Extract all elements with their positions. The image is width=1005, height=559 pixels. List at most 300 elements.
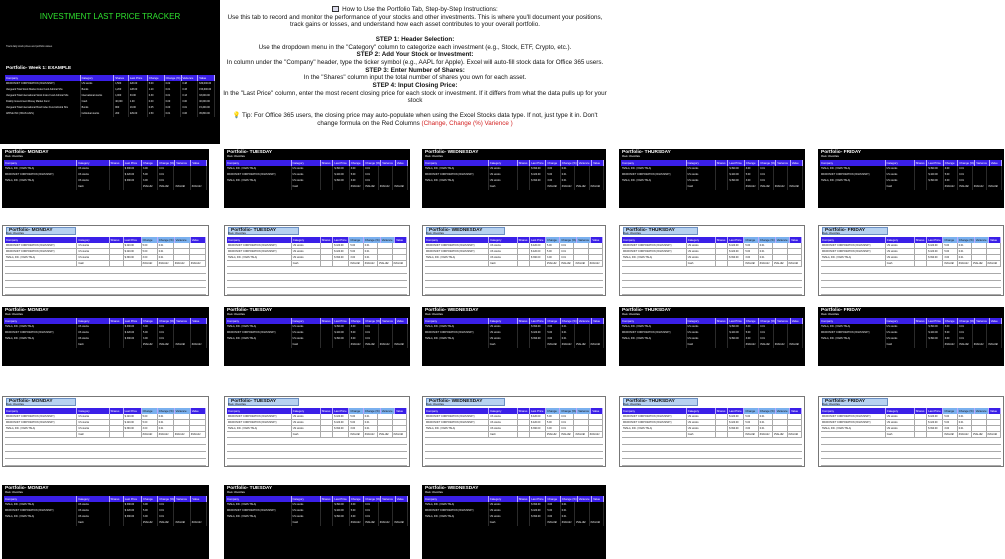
table-cell[interactable] bbox=[716, 432, 729, 437]
table-cell[interactable]: MICROSOFT CORPORATION (XNAS:MSFT) bbox=[622, 243, 687, 248]
table-cell[interactable] bbox=[124, 261, 142, 266]
column-header[interactable]: Shares bbox=[321, 408, 334, 414]
table-cell[interactable]: $ 390.00 bbox=[333, 502, 349, 508]
column-header[interactable]: Value bbox=[790, 237, 802, 243]
table-cell[interactable]: Cash bbox=[886, 342, 915, 348]
table-cell[interactable]: Cash bbox=[292, 261, 321, 266]
empty-row[interactable] bbox=[425, 274, 603, 281]
table-cell[interactable]: US stocks bbox=[292, 324, 321, 330]
table-cell[interactable] bbox=[621, 184, 687, 190]
empty-row[interactable] bbox=[227, 288, 407, 295]
column-header[interactable]: Varience bbox=[975, 408, 989, 414]
column-header[interactable]: Last Price bbox=[333, 408, 349, 414]
column-header[interactable]: Varience bbox=[381, 237, 395, 243]
empty-row[interactable] bbox=[622, 274, 802, 281]
table-cell[interactable]: US stocks bbox=[489, 514, 518, 520]
table-cell[interactable]: US stocks bbox=[77, 426, 109, 431]
table-cell[interactable] bbox=[716, 249, 729, 254]
table-cell[interactable]: US stocks bbox=[77, 166, 109, 172]
empty-row[interactable] bbox=[425, 445, 603, 452]
table-cell[interactable]: US stocks bbox=[77, 249, 109, 254]
table-cell[interactable] bbox=[110, 261, 124, 266]
table-cell[interactable]: $ 420.00 bbox=[927, 172, 943, 178]
table-cell[interactable]: $ 390.00 bbox=[124, 514, 142, 520]
table-cell[interactable]: $ 420.00 bbox=[530, 249, 546, 254]
column-header[interactable]: Last Price bbox=[728, 408, 744, 414]
empty-row[interactable] bbox=[227, 459, 407, 466]
column-header[interactable]: Company bbox=[425, 408, 489, 414]
table-cell[interactable] bbox=[110, 249, 124, 254]
column-header[interactable]: Change (%) bbox=[364, 409, 380, 413]
table-cell[interactable]: $ 420.00 bbox=[728, 243, 744, 248]
column-header[interactable]: Company bbox=[821, 408, 886, 414]
table-cell[interactable]: $ 420.00 bbox=[530, 420, 546, 425]
table-cell[interactable]: $ 420.00 bbox=[333, 243, 349, 248]
table-cell[interactable] bbox=[622, 432, 687, 437]
table-cell[interactable]: US stocks bbox=[687, 324, 716, 330]
table-cell[interactable]: $ 420.00 bbox=[530, 330, 546, 336]
table-cell[interactable]: US stocks bbox=[292, 514, 321, 520]
table-cell[interactable]: MICROSOFT CORPORATION (XNAS:MSFT) bbox=[622, 420, 687, 425]
table-cell[interactable]: MICROSOFT CORPORATION (XNAS:MSFT) bbox=[425, 243, 489, 248]
table-cell[interactable]: US stocks bbox=[489, 508, 518, 514]
table-cell[interactable]: US stocks bbox=[292, 172, 321, 178]
table-cell[interactable]: $ 420.00 bbox=[530, 172, 546, 178]
table-cell[interactable]: US stocks bbox=[292, 243, 321, 248]
table-cell[interactable]: 200 bbox=[114, 111, 129, 117]
table-cell[interactable]: $ 390.00 bbox=[333, 255, 349, 260]
table-cell[interactable]: TESLA, INC. (XNAS:TSLA) bbox=[226, 514, 292, 520]
table-cell[interactable] bbox=[110, 342, 124, 348]
table-cell[interactable]: TESLA, INC. (XNAS:TSLA) bbox=[621, 336, 687, 342]
table-cell[interactable]: TESLA, INC. (XNAS:TSLA) bbox=[226, 178, 292, 184]
column-header[interactable]: Varience bbox=[776, 237, 790, 243]
table-cell[interactable]: TESLA, INC. (XNAS:TSLA) bbox=[622, 426, 687, 431]
table-cell[interactable]: US stocks bbox=[886, 255, 915, 260]
table-cell[interactable]: US stocks bbox=[292, 249, 321, 254]
table-cell[interactable]: MICROSOFT CORPORATION (XNAS:MSFT) bbox=[227, 420, 292, 425]
table-cell[interactable]: TESLA, INC. (XNAS:TSLA) bbox=[425, 426, 489, 431]
table-cell[interactable] bbox=[518, 184, 531, 190]
table-cell[interactable] bbox=[227, 261, 292, 266]
column-header[interactable]: Last Price bbox=[927, 237, 943, 243]
table-cell[interactable]: US stocks bbox=[886, 324, 915, 330]
table-cell[interactable]: MICROSOFT CORPORATION (XNAS:MSFT) bbox=[821, 243, 886, 248]
table-cell[interactable]: TESLA, INC. (XNAS:TSLA) bbox=[820, 166, 886, 172]
table-cell[interactable]: US stocks bbox=[687, 166, 716, 172]
table-cell[interactable] bbox=[110, 414, 124, 419]
table-cell[interactable] bbox=[333, 432, 349, 437]
column-header[interactable]: Change (%) bbox=[561, 238, 577, 242]
table-cell[interactable]: 33.00 bbox=[129, 93, 148, 99]
table-cell[interactable]: MICROSOFT CORPORATION (XNAS:MSFT) bbox=[820, 330, 886, 336]
table-cell[interactable]: MICROSOFT CORPORATION (XNAS:MSFT) bbox=[4, 330, 77, 336]
column-header[interactable]: Company bbox=[425, 237, 489, 243]
column-header[interactable]: Change (%) bbox=[958, 409, 974, 413]
table-cell[interactable]: $ 390.00 bbox=[530, 324, 546, 330]
table-cell[interactable]: TESLA, INC. (XNAS:TSLA) bbox=[820, 178, 886, 184]
table-cell[interactable]: US stocks bbox=[489, 166, 518, 172]
table-cell[interactable]: US stocks bbox=[292, 178, 321, 184]
column-header[interactable]: Last Price bbox=[124, 237, 142, 243]
column-header[interactable]: Value bbox=[989, 408, 1001, 414]
table-cell[interactable]: $ 390.00 bbox=[927, 336, 943, 342]
empty-row[interactable] bbox=[622, 438, 802, 445]
table-cell[interactable]: $ 420.00 bbox=[927, 243, 943, 248]
table-cell[interactable] bbox=[110, 243, 124, 248]
empty-row[interactable] bbox=[227, 267, 407, 274]
table-cell[interactable] bbox=[716, 414, 729, 419]
table-cell[interactable]: MICROSOFT CORPORATION (XNAS:MSFT) bbox=[4, 172, 77, 178]
table-cell[interactable] bbox=[321, 255, 334, 260]
empty-row[interactable] bbox=[425, 459, 603, 466]
column-header[interactable]: Change bbox=[349, 408, 363, 414]
table-cell[interactable]: US stocks bbox=[77, 502, 109, 508]
table-cell[interactable]: US stocks bbox=[886, 420, 915, 425]
column-header[interactable]: Change bbox=[744, 237, 758, 243]
table-cell[interactable]: $ 420.00 bbox=[927, 249, 943, 254]
table-cell[interactable]: US stocks bbox=[292, 426, 321, 431]
table-cell[interactable]: Cash bbox=[489, 520, 518, 526]
table-cell[interactable] bbox=[110, 255, 124, 260]
table-cell[interactable] bbox=[915, 426, 928, 431]
empty-row[interactable] bbox=[821, 459, 1001, 466]
table-cell[interactable] bbox=[530, 261, 546, 266]
table-cell[interactable]: $ 420.00 bbox=[333, 172, 349, 178]
column-header[interactable]: Varience bbox=[381, 408, 395, 414]
column-header[interactable]: Last Price bbox=[124, 408, 142, 414]
table-cell[interactable] bbox=[333, 342, 349, 348]
table-cell[interactable]: MICROSOFT CORPORATION (XNAS:MSFT) bbox=[820, 172, 886, 178]
empty-row[interactable] bbox=[425, 281, 603, 288]
table-cell[interactable]: $ 420.00 bbox=[530, 508, 546, 514]
table-cell[interactable]: US stocks bbox=[292, 414, 321, 419]
column-header[interactable]: Change (%) bbox=[958, 238, 974, 242]
empty-row[interactable] bbox=[5, 288, 206, 295]
table-cell[interactable]: MICROSOFT CORPORATION (XNAS:MSFT) bbox=[226, 508, 292, 514]
table-cell[interactable]: US stocks bbox=[687, 414, 716, 419]
table-cell[interactable] bbox=[518, 243, 530, 248]
table-cell[interactable]: $ 390.00 bbox=[728, 166, 744, 172]
table-cell[interactable]: Cash bbox=[687, 432, 716, 437]
table-cell[interactable] bbox=[321, 432, 334, 437]
table-cell[interactable]: MICROSOFT CORPORATION (XNAS:MSFT) bbox=[4, 508, 77, 514]
table-cell[interactable] bbox=[518, 420, 530, 425]
table-cell[interactable]: US stocks bbox=[489, 420, 517, 425]
table-cell[interactable] bbox=[915, 432, 928, 437]
table-cell[interactable]: US stocks bbox=[687, 426, 716, 431]
column-header[interactable]: Company bbox=[5, 408, 77, 414]
table-cell[interactable]: Cash bbox=[687, 261, 716, 266]
table-cell[interactable]: 1.00 bbox=[129, 99, 148, 105]
table-cell[interactable] bbox=[820, 184, 886, 190]
table-cell[interactable] bbox=[622, 261, 687, 266]
empty-row[interactable] bbox=[5, 438, 206, 445]
table-cell[interactable]: US stocks bbox=[687, 243, 716, 248]
table-cell[interactable]: US stocks bbox=[77, 414, 109, 419]
empty-row[interactable] bbox=[227, 274, 407, 281]
column-header[interactable]: Value bbox=[989, 237, 1001, 243]
table-cell[interactable]: MICROSOFT CORPORATION (XNAS:MSFT) bbox=[622, 249, 687, 254]
table-cell[interactable]: $ 420.00 bbox=[728, 172, 744, 178]
table-cell[interactable]: $ 420.00 bbox=[124, 330, 142, 336]
table-cell[interactable]: APPLE INC (XNAS:AAPL) bbox=[5, 111, 81, 117]
table-cell[interactable]: $ 420.00 bbox=[333, 330, 349, 336]
column-header[interactable]: Varience bbox=[975, 237, 989, 243]
column-header[interactable]: Change bbox=[546, 237, 560, 243]
table-cell[interactable]: $ 390.00 bbox=[530, 166, 546, 172]
table-cell[interactable]: TESLA, INC. (XNAS:TSLA) bbox=[4, 324, 77, 330]
empty-row[interactable] bbox=[5, 459, 206, 466]
table-cell[interactable] bbox=[518, 255, 530, 260]
table-cell[interactable]: Cash bbox=[687, 184, 716, 190]
table-cell[interactable] bbox=[716, 261, 729, 266]
table-cell[interactable]: $ 420.00 bbox=[728, 420, 744, 425]
table-cell[interactable]: TESLA, INC. (XNAS:TSLA) bbox=[424, 502, 489, 508]
table-cell[interactable]: US stocks bbox=[77, 336, 109, 342]
column-header[interactable]: Change bbox=[943, 237, 957, 243]
table-cell[interactable]: US stocks bbox=[886, 172, 915, 178]
table-cell[interactable]: $ 390.00 bbox=[124, 255, 142, 260]
table-cell[interactable]: MICROSOFT CORPORATION (XNAS:MSFT) bbox=[226, 172, 292, 178]
table-cell[interactable] bbox=[518, 520, 531, 526]
table-cell[interactable] bbox=[124, 520, 142, 526]
table-cell[interactable] bbox=[110, 520, 124, 526]
table-cell[interactable]: US stocks bbox=[77, 514, 109, 520]
table-cell[interactable]: $ 390.00 bbox=[124, 178, 142, 184]
table-cell[interactable] bbox=[321, 342, 334, 348]
empty-row[interactable] bbox=[425, 267, 603, 274]
table-cell[interactable] bbox=[424, 184, 489, 190]
empty-row[interactable] bbox=[622, 459, 802, 466]
column-header[interactable]: Category bbox=[77, 237, 109, 243]
table-cell[interactable]: $ 390.00 bbox=[124, 166, 142, 172]
column-header[interactable]: Company bbox=[821, 237, 886, 243]
empty-row[interactable] bbox=[425, 452, 603, 459]
empty-row[interactable] bbox=[821, 281, 1001, 288]
table-cell[interactable] bbox=[226, 184, 292, 190]
table-cell[interactable]: $ 420.00 bbox=[927, 420, 943, 425]
table-cell[interactable]: TESLA, INC. (XNAS:TSLA) bbox=[4, 166, 77, 172]
table-cell[interactable]: Bonds bbox=[81, 105, 115, 111]
table-cell[interactable] bbox=[321, 426, 334, 431]
table-cell[interactable]: US stocks bbox=[687, 172, 716, 178]
table-cell[interactable]: $ 420.00 bbox=[124, 414, 142, 419]
table-cell[interactable]: 128.00 bbox=[129, 87, 148, 93]
table-cell[interactable]: US stocks bbox=[292, 502, 321, 508]
table-cell[interactable] bbox=[530, 520, 546, 526]
table-cell[interactable]: $ 390.00 bbox=[333, 178, 349, 184]
table-cell[interactable]: $ 390.00 bbox=[530, 502, 546, 508]
table-cell[interactable]: US stocks bbox=[687, 420, 716, 425]
table-cell[interactable] bbox=[927, 342, 943, 348]
table-cell[interactable]: US stocks bbox=[489, 336, 518, 342]
table-cell[interactable]: US stocks bbox=[886, 330, 915, 336]
table-cell[interactable]: $ 420.00 bbox=[124, 420, 142, 425]
table-cell[interactable] bbox=[321, 249, 334, 254]
table-cell[interactable] bbox=[821, 432, 886, 437]
table-cell[interactable]: TESLA, INC. (XNAS:TSLA) bbox=[424, 336, 489, 342]
table-cell[interactable]: MICROSOFT CORPORATION (XNAS:MSFT) bbox=[621, 172, 687, 178]
table-cell[interactable] bbox=[927, 261, 943, 266]
table-cell[interactable]: Fidelity Government Money Market Fund bbox=[5, 99, 81, 105]
table-cell[interactable]: US stocks bbox=[489, 502, 518, 508]
table-cell[interactable]: Cash bbox=[77, 520, 109, 526]
table-cell[interactable]: $ 390.00 bbox=[927, 166, 943, 172]
empty-row[interactable] bbox=[5, 274, 206, 281]
empty-row[interactable] bbox=[622, 267, 802, 274]
table-cell[interactable]: US stocks bbox=[489, 178, 518, 184]
table-cell[interactable] bbox=[227, 432, 292, 437]
table-cell[interactable] bbox=[621, 342, 687, 348]
column-header[interactable]: Company bbox=[5, 237, 77, 243]
table-cell[interactable]: Cash bbox=[77, 342, 109, 348]
table-cell[interactable]: Cash bbox=[292, 432, 321, 437]
table-cell[interactable]: US stocks bbox=[687, 330, 716, 336]
column-header[interactable]: Varience bbox=[776, 408, 790, 414]
column-header[interactable]: Company bbox=[622, 237, 687, 243]
table-cell[interactable] bbox=[226, 520, 292, 526]
column-header[interactable]: Category bbox=[489, 408, 517, 414]
empty-row[interactable] bbox=[5, 452, 206, 459]
table-cell[interactable]: $ 390.00 bbox=[124, 426, 142, 431]
table-cell[interactable] bbox=[820, 342, 886, 348]
table-cell[interactable]: US stocks bbox=[292, 508, 321, 514]
column-header[interactable]: Change (%) bbox=[364, 238, 380, 242]
table-cell[interactable]: TESLA, INC. (XNAS:TSLA) bbox=[621, 166, 687, 172]
table-cell[interactable]: MICROSOFT CORPORATION (XNAS:MSFT) bbox=[227, 249, 292, 254]
column-header[interactable]: Value bbox=[395, 237, 407, 243]
table-cell[interactable] bbox=[716, 342, 729, 348]
column-header[interactable]: Shares bbox=[915, 237, 928, 243]
table-cell[interactable] bbox=[321, 520, 334, 526]
empty-row[interactable] bbox=[227, 452, 407, 459]
column-header[interactable]: Change (%) bbox=[759, 238, 775, 242]
table-cell[interactable]: Individual stocks bbox=[81, 111, 115, 117]
table-cell[interactable]: MICROSOFT CORPORATION (XNAS:MSFT) bbox=[5, 249, 77, 254]
table-cell[interactable]: International stocks bbox=[81, 93, 115, 99]
table-cell[interactable] bbox=[530, 432, 546, 437]
table-cell[interactable]: US stocks bbox=[292, 336, 321, 342]
table-cell[interactable]: TESLA, INC. (XNAS:TSLA) bbox=[5, 426, 77, 431]
column-header[interactable]: Shares bbox=[716, 408, 729, 414]
column-header[interactable]: Last Price bbox=[333, 237, 349, 243]
table-cell[interactable]: TESLA, INC. (XNAS:TSLA) bbox=[226, 324, 292, 330]
table-cell[interactable]: US stocks bbox=[687, 336, 716, 342]
table-cell[interactable] bbox=[518, 261, 530, 266]
table-cell[interactable]: TESLA, INC. (XNAS:TSLA) bbox=[424, 166, 489, 172]
table-cell[interactable]: US stocks bbox=[489, 414, 517, 419]
table-cell[interactable]: US stocks bbox=[81, 81, 115, 87]
table-cell[interactable]: TESLA, INC. (XNAS:TSLA) bbox=[425, 255, 489, 260]
table-cell[interactable]: TESLA, INC. (XNAS:TSLA) bbox=[226, 166, 292, 172]
table-cell[interactable] bbox=[518, 342, 531, 348]
table-cell[interactable]: MICROSOFT CORPORATION (XNAS:MSFT) bbox=[5, 414, 77, 419]
table-cell[interactable] bbox=[5, 261, 77, 266]
table-cell[interactable]: $ 390.00 bbox=[333, 514, 349, 520]
table-cell[interactable]: US stocks bbox=[886, 178, 915, 184]
table-cell[interactable] bbox=[915, 342, 928, 348]
table-cell[interactable] bbox=[110, 420, 124, 425]
table-cell[interactable]: US stocks bbox=[292, 166, 321, 172]
table-cell[interactable]: MICROSOFT CORPORATION (XNAS:MSFT) bbox=[821, 414, 886, 419]
table-cell[interactable] bbox=[4, 520, 77, 526]
table-cell[interactable]: US stocks bbox=[77, 420, 109, 425]
empty-row[interactable] bbox=[821, 267, 1001, 274]
table-cell[interactable] bbox=[321, 414, 334, 419]
empty-row[interactable] bbox=[425, 288, 603, 295]
table-cell[interactable] bbox=[518, 432, 530, 437]
table-cell[interactable] bbox=[110, 426, 124, 431]
table-cell[interactable]: US stocks bbox=[77, 178, 109, 184]
table-cell[interactable]: US stocks bbox=[77, 172, 109, 178]
table-cell[interactable]: $ 390.00 bbox=[333, 426, 349, 431]
table-cell[interactable]: Cash bbox=[886, 432, 915, 437]
table-cell[interactable]: US stocks bbox=[886, 166, 915, 172]
table-cell[interactable] bbox=[716, 426, 729, 431]
column-header[interactable]: Last Price bbox=[530, 237, 546, 243]
column-header[interactable]: Last Price bbox=[927, 408, 943, 414]
table-cell[interactable]: TESLA, INC. (XNAS:TSLA) bbox=[227, 255, 292, 260]
empty-row[interactable] bbox=[5, 445, 206, 452]
table-cell[interactable]: Bonds bbox=[81, 87, 115, 93]
table-cell[interactable]: US stocks bbox=[77, 255, 109, 260]
table-cell[interactable] bbox=[915, 261, 928, 266]
table-cell[interactable]: 800 bbox=[114, 105, 129, 111]
table-cell[interactable]: TESLA, INC. (XNAS:TSLA) bbox=[424, 178, 489, 184]
empty-row[interactable] bbox=[821, 274, 1001, 281]
table-cell[interactable] bbox=[915, 243, 928, 248]
table-cell[interactable]: TESLA, INC. (XNAS:TSLA) bbox=[424, 514, 489, 520]
column-header[interactable]: Category bbox=[687, 408, 716, 414]
empty-row[interactable] bbox=[821, 438, 1001, 445]
table-cell[interactable]: MICROSOFT CORPORATION (XNAS:MSFT) bbox=[621, 330, 687, 336]
table-cell[interactable]: $ 420.00 bbox=[927, 414, 943, 419]
column-header[interactable]: Shares bbox=[915, 408, 928, 414]
table-cell[interactable] bbox=[728, 261, 744, 266]
table-cell[interactable]: $ 390.00 bbox=[124, 336, 142, 342]
table-cell[interactable] bbox=[915, 420, 928, 425]
empty-row[interactable] bbox=[821, 452, 1001, 459]
table-cell[interactable]: $ 390.00 bbox=[728, 426, 744, 431]
column-header[interactable]: Value bbox=[591, 408, 603, 414]
empty-row[interactable] bbox=[622, 445, 802, 452]
table-cell[interactable] bbox=[333, 261, 349, 266]
table-cell[interactable]: Cash bbox=[77, 261, 109, 266]
table-cell[interactable] bbox=[728, 432, 744, 437]
table-cell[interactable] bbox=[915, 255, 928, 260]
table-cell[interactable] bbox=[425, 261, 489, 266]
table-cell[interactable] bbox=[716, 243, 729, 248]
table-cell[interactable]: Cash bbox=[489, 342, 518, 348]
table-cell[interactable]: $ 390.00 bbox=[927, 255, 943, 260]
column-header[interactable]: Change bbox=[142, 408, 158, 414]
empty-row[interactable] bbox=[227, 438, 407, 445]
table-cell[interactable]: TESLA, INC. (XNAS:TSLA) bbox=[621, 178, 687, 184]
column-header[interactable]: Change bbox=[546, 408, 560, 414]
table-cell[interactable] bbox=[4, 342, 77, 348]
table-cell[interactable]: MICROSOFT CORPORATION (XNAS:MSFT) bbox=[821, 420, 886, 425]
table-cell[interactable] bbox=[518, 249, 530, 254]
table-cell[interactable]: US stocks bbox=[489, 249, 517, 254]
table-cell[interactable]: $ 390.00 bbox=[333, 336, 349, 342]
table-cell[interactable] bbox=[821, 261, 886, 266]
table-cell[interactable]: TESLA, INC. (XNAS:TSLA) bbox=[4, 514, 77, 520]
table-cell[interactable]: US stocks bbox=[886, 249, 915, 254]
column-header[interactable]: Change (%) bbox=[158, 238, 174, 242]
table-cell[interactable]: Cash bbox=[292, 342, 321, 348]
table-cell[interactable]: $ 420.00 bbox=[927, 330, 943, 336]
